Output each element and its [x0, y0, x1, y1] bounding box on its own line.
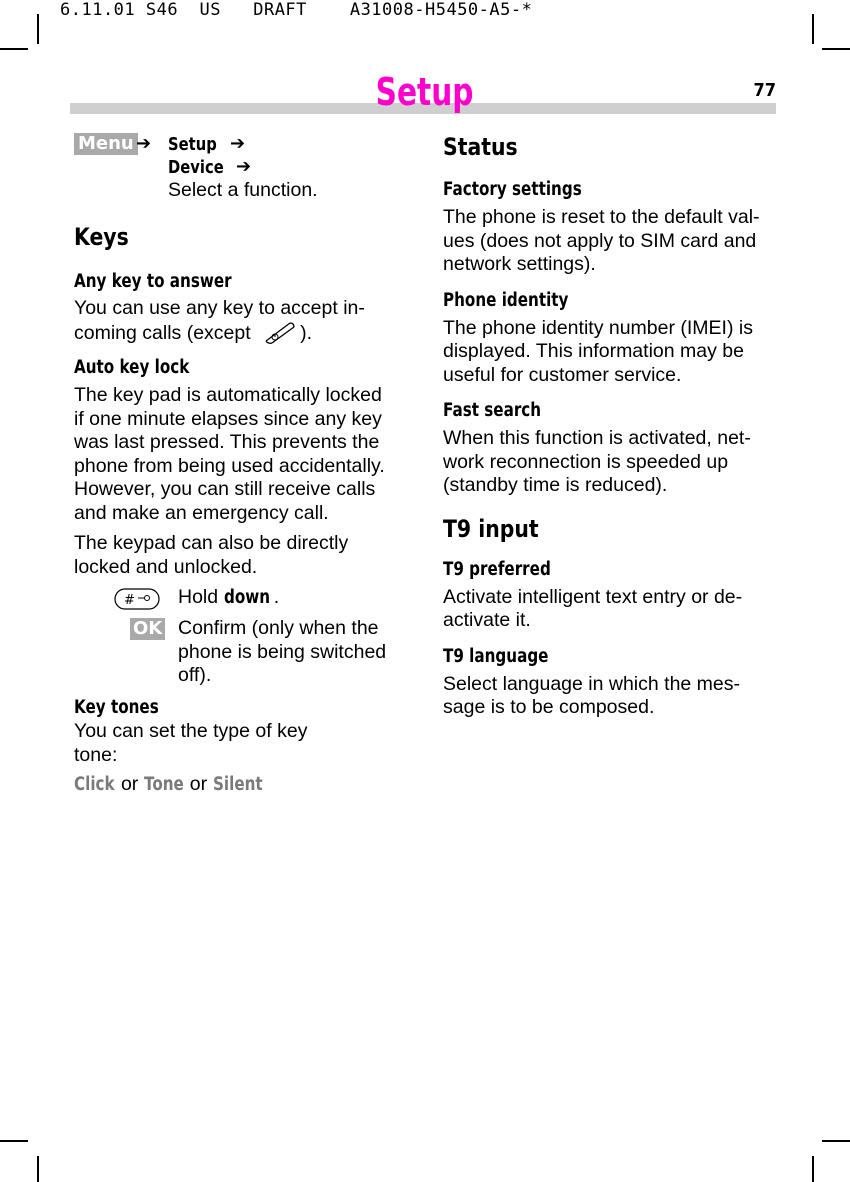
key-tones-heading: Key tones — [74, 697, 159, 718]
crop-mark — [0, 48, 28, 50]
crop-mark — [37, 14, 39, 44]
path-device: Device — [168, 157, 224, 178]
factory-heading: Factory settings — [443, 179, 582, 200]
end-call-key-icon — [262, 321, 298, 345]
option-silent: Silent — [212, 774, 263, 795]
confirm-row — [74, 617, 406, 695]
menu-path — [74, 130, 406, 204]
t9-language-heading: T9 language — [443, 645, 549, 667]
fast-search-heading: Fast search — [443, 400, 542, 421]
left-column — [74, 130, 406, 797]
key-tones-text: You can set the type of key tone: — [74, 720, 308, 766]
keypad-text: The keypad can also be directly locked and unlocked. — [74, 532, 349, 578]
crop-mark — [822, 1140, 850, 1142]
t9-heading: T9 input — [443, 514, 539, 543]
menu-key: Menu — [74, 133, 138, 155]
arrow-right-icon: ➔ — [236, 156, 252, 176]
factory-text: The phone is reset to the default val- ues (does not apply to SIM card and network settings). — [443, 206, 760, 275]
draft-header: 6.11.01 S46 US DRAFT A31008-H5450-A5-* — [60, 0, 533, 20]
fast-search-text: When this function is activated, net- work reconnection is speeded up (standby time is reduced). — [443, 427, 751, 496]
confirm-text: Confirm (only when the phone is being switched off). — [178, 617, 387, 686]
hash-key-icon — [114, 588, 160, 610]
any-key-heading: Any key to answer — [74, 271, 232, 292]
page-title: Setup — [375, 70, 474, 114]
ok-key: OK — [130, 618, 165, 640]
identity-text: The phone identity number (IMEI) is displayed. This information may be useful for customer service. — [443, 316, 753, 386]
auto-lock-text: The key pad is automatically locked if one minute elapses since any key was last pressed. This prevents the phone from being used accidentally. However, you can still receive calls and make an emergency call. — [74, 384, 385, 524]
t9-preferred-text: Activate intelligent text entry or de- activate it. — [443, 585, 743, 631]
instruction: Select a function. — [168, 179, 318, 201]
crop-mark — [812, 1156, 814, 1182]
crop-mark — [812, 14, 814, 44]
right-column — [443, 130, 775, 720]
page-number: 77 — [753, 80, 776, 101]
identity-heading: Phone identity — [443, 289, 569, 311]
crop-mark — [0, 1140, 28, 1142]
t9-language-text: Select language in which the mes- sage is to be composed. — [443, 672, 741, 718]
status-heading: Status — [443, 133, 518, 161]
keys-heading: Keys — [74, 223, 129, 251]
arrow-right-icon: ➔ — [230, 133, 246, 153]
svg-text:#: # — [124, 593, 135, 608]
hold-text: Hold down . — [178, 586, 280, 608]
option-click: Click — [74, 774, 115, 795]
crop-mark — [822, 48, 850, 50]
path-setup: Setup — [168, 134, 217, 155]
crop-mark — [37, 1156, 39, 1182]
auto-lock-heading: Auto key lock — [74, 357, 190, 378]
arrow-right-icon: ➔ — [136, 133, 152, 153]
t9-preferred-heading: T9 preferred — [443, 558, 551, 580]
any-key-text: You can use any key to accept in- coming calls (except ). — [74, 297, 365, 344]
key-tones-options: Click or Tone or Silent — [74, 773, 263, 795]
hold-row — [74, 586, 406, 617]
option-tone: Tone — [143, 774, 184, 795]
